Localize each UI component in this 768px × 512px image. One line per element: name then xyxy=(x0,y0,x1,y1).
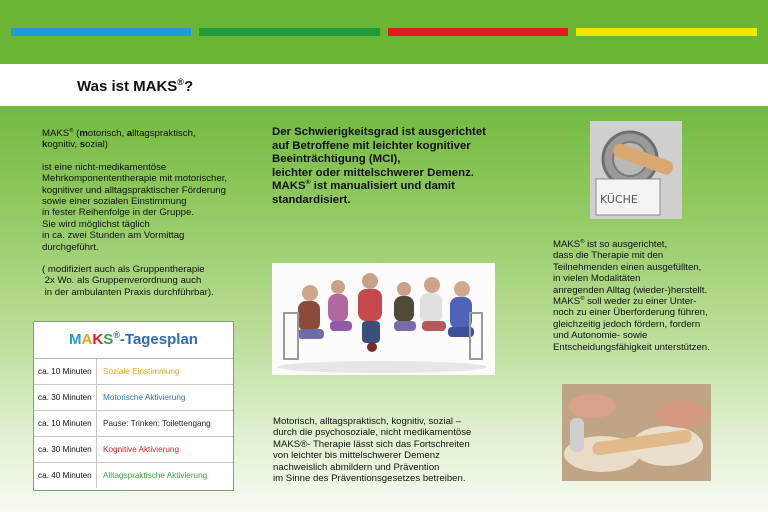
plan-time: ca. 30 Minuten xyxy=(34,385,97,410)
table-row xyxy=(34,437,233,463)
plan-activity: Alltagspraktische Aktivierung xyxy=(103,471,208,480)
table-row xyxy=(34,359,233,385)
daily-plan-table xyxy=(33,321,234,491)
plan-activity: Motorische Aktivierung xyxy=(103,393,186,402)
plan-time: ca. 10 Minuten xyxy=(34,411,97,436)
plan-time: ca. 30 Minuten xyxy=(34,437,97,462)
right-description: MAKS® ist so ausgerichtet, dass die Therapie mit den Teilnehmenden einen ausgefüllten, in vielen Modalitäten anregenden Alltag (wieder-)herstellt. MAKS® soll weder zu einer Unter- noch zu einer Überforderung führen, gleichzeitig jedoch fördern, fordern und Autonomie- sowie Entscheidungsfähigkeit unterstützen. xyxy=(553,238,710,353)
page-title: Was ist MAKS®? xyxy=(77,77,194,95)
plan-activity: Soziale Einstimmung xyxy=(103,367,180,376)
stripe-yellow xyxy=(576,28,757,36)
plan-activity: Kognitive Aktivierung xyxy=(103,445,180,454)
baking-photo xyxy=(562,384,711,481)
plan-time: ca. 10 Minuten xyxy=(34,359,97,384)
plan-activity: Pause: Trinken; Toilettengang xyxy=(103,419,211,428)
stripe-green xyxy=(199,28,380,36)
plan-title-letter-m: M xyxy=(69,331,82,348)
plan-title-letter-a: A xyxy=(81,331,93,348)
kitchen-box-photo xyxy=(590,121,682,219)
stripe-blue xyxy=(11,28,191,36)
table-row xyxy=(34,411,233,437)
bottom-description: Motorisch, alltagspraktisch, kognitiv, sozial – durch die psychosoziale, nicht medikamentöse MAKS®- Therapie lässt sich das Fortschreiten von leichter bis mittelschwerer Demenz nachweislich abmildern und Prävention im Sinne des Präventionsgesetzes betreiben. xyxy=(273,416,472,485)
daily-plan-title: MAKS®-Tagesplan xyxy=(34,322,233,359)
center-lead-text: Der Schwierigkeitsgrad ist ausgerichtet auf Betroffene mit leichter kognitiver Beeinträchtigung (MCI), leichter oder mittelschwerer Demenz. MAKS® ist manualisiert und damit standardisiert. xyxy=(272,126,486,206)
plan-time: ca. 40 Minuten xyxy=(34,463,97,488)
left-description: MAKS® (motorisch, alltagspraktisch, kognitiv, sozial) ist eine nicht-medikamentöse Mehrkomponententherapie mit motorischer, kognitiver und alltagspraktischer Förderung sowie einer sozialen Einstimmung in fester Reihenfolge in der Gruppe. Sie wird möglichst täglich in ca. zwei Stunden am Vormittag durchgeführt. ( modifiziert auch als Gruppentherapie 2x Wo. als Gruppenverordnung auch in der ambulanten Praxis durchführbar). xyxy=(42,127,228,298)
plan-title-letter-k: K xyxy=(92,331,104,348)
group-exercise-photo xyxy=(272,263,495,375)
stripe-red xyxy=(388,28,568,36)
table-row xyxy=(34,385,233,411)
box-label-text: KÜCHE xyxy=(600,193,638,206)
table-row xyxy=(34,463,233,488)
plan-title-letter-s: S xyxy=(103,331,114,348)
